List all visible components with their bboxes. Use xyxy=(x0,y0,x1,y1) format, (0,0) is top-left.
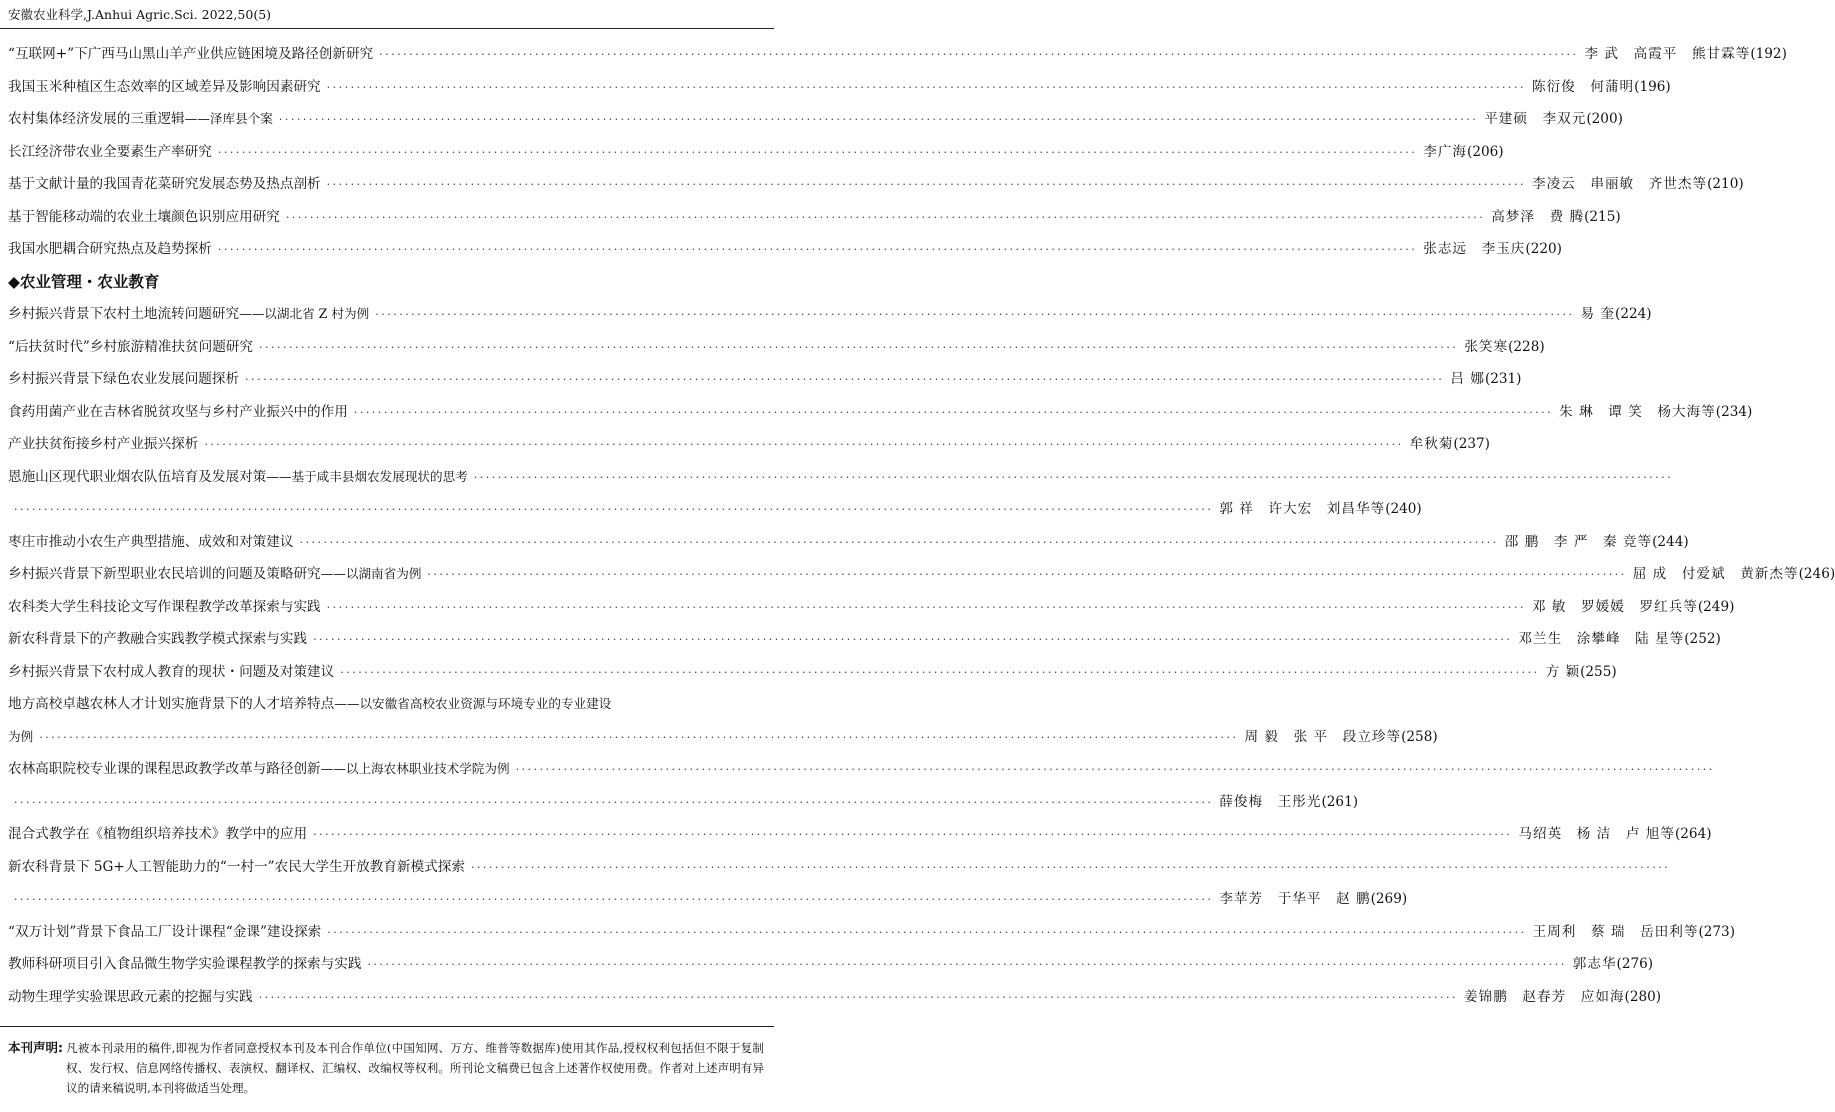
page-number: (255) xyxy=(1580,663,1617,680)
dot-leader: ········································································································································································································ xyxy=(313,828,1513,841)
article-authors: 薛俊梅 王彤光 xyxy=(1219,793,1322,810)
article-main-title: 教师科研项目引入食品微生物学实验课程教学的探索与实践 xyxy=(8,956,362,972)
article-authors: 邵 鹏 李 严 秦 竞等 xyxy=(1504,533,1653,550)
article-main-title: 我国玉米种植区生态效率的区域差异及影响因素研究 xyxy=(8,78,321,95)
toc-entry xyxy=(8,201,1621,234)
toc-entry xyxy=(8,233,1562,266)
dot-leader: ········································································································································································································ xyxy=(245,373,1445,386)
article-main-title: “双万计划”背景下食品工厂设计课程“金课”建设探索 xyxy=(8,923,322,940)
article-title xyxy=(8,948,361,981)
page-number: (258) xyxy=(1401,728,1438,745)
article-authors: 吕 娜 xyxy=(1450,371,1485,387)
toc-entry xyxy=(8,981,1662,1014)
dot-leader: ········································································································································································································ xyxy=(299,535,1499,549)
article-main-title: 基于智能移动端的农业土壤颜色识别应用研究 xyxy=(8,208,280,225)
article-authors: 郭志华 xyxy=(1572,956,1617,972)
dot-leader: ········································································································································································································ xyxy=(14,795,1214,809)
article-title xyxy=(8,363,239,396)
journal-notice xyxy=(8,1038,764,1098)
article-main-title: 混合式教学在《植物组织培养技术》教学中的应用 xyxy=(8,826,308,842)
article-title xyxy=(8,753,510,786)
article-title xyxy=(8,168,321,201)
article-title xyxy=(8,688,611,721)
toc-entry xyxy=(8,948,1654,981)
header-rule xyxy=(0,28,774,29)
article-title xyxy=(8,428,198,461)
dot-leader: ········································································································································································································ xyxy=(379,48,1579,61)
article-main-title: “互联网+”下广西马山黑山羊产业供应链困境及路径创新研究 xyxy=(8,46,374,62)
page-number: (246) xyxy=(1798,566,1835,582)
toc-entry xyxy=(8,298,1652,331)
article-authors: 李凌云 串丽敏 齐世杰等 xyxy=(1531,176,1708,192)
toc-entry xyxy=(8,103,1623,136)
article-authors: 方 颖 xyxy=(1545,663,1581,680)
article-subtitle: ——以安徽省高校农业资源与环境专业的专业建设 xyxy=(334,696,612,711)
article-main-title: 产业扶贫衔接乡村产业振兴探析 xyxy=(8,436,199,452)
dot-leader: ········································································································································································································ xyxy=(353,405,1554,419)
toc-entry xyxy=(8,168,1744,201)
article-authors: 周 毅 张 平 段立珍等 xyxy=(1244,728,1402,745)
toc-entry xyxy=(8,461,1674,526)
article-authors: 牟秋菊 xyxy=(1409,436,1454,452)
toc-entry xyxy=(8,526,1689,559)
article-main-title: 乡村振兴背景下绿色农业发展问题探析 xyxy=(8,371,240,387)
article-authors: 平建硕 李双元 xyxy=(1484,111,1587,127)
toc-entry xyxy=(8,851,1671,916)
dot-leader: ········································································································································································································ xyxy=(14,503,1214,516)
page-number: (228) xyxy=(1508,338,1545,355)
page-number: (210) xyxy=(1707,176,1744,192)
toc-entry xyxy=(8,753,1715,818)
article-main-title: 枣庄市推动小农生产典型措施、成效和对策建议 xyxy=(8,533,294,550)
dot-leader: ········································································································································································································ xyxy=(313,633,1513,646)
toc-entry xyxy=(8,623,1721,656)
dot-leader: ········································································································································································································ xyxy=(14,893,1214,906)
toc-entry xyxy=(8,558,1835,591)
dot-leader: ········································································································································································································ xyxy=(326,178,1526,191)
page-number: (244) xyxy=(1652,533,1689,550)
article-main-title: 我国水肥耦合研究热点及趋势探析 xyxy=(8,241,212,257)
article-title xyxy=(8,818,307,851)
page-number: (237) xyxy=(1453,436,1490,452)
article-authors: 陈衍俊 何蒲明 xyxy=(1531,78,1635,95)
dot-leader: ········································································································································································································ xyxy=(375,308,1575,321)
article-title xyxy=(8,981,253,1014)
page-number: (206) xyxy=(1467,143,1504,160)
article-main-title: 恩施山区现代职业烟农队伍培育及发展对策 xyxy=(8,468,267,485)
article-main-title: 食药用菌产业在吉林省脱贫攻坚与乡村产业振兴中的作用 xyxy=(8,403,348,420)
article-title xyxy=(8,38,373,71)
article-authors: 屈 成 付爱斌 黄新杰等 xyxy=(1632,566,1799,582)
article-title xyxy=(8,201,280,234)
dot-leader: ········································································································································································································ xyxy=(470,860,1671,874)
toc-entry xyxy=(8,363,1522,396)
article-subtitle-cont: 为例 xyxy=(8,728,34,744)
article-authors: 李广海 xyxy=(1423,143,1468,160)
article-title xyxy=(8,396,348,429)
dot-leader: ········································································································································································································ xyxy=(473,470,1674,484)
article-title xyxy=(8,71,321,104)
notice-label: 本刊声明: xyxy=(8,1040,63,1055)
article-main-title: 乡村振兴背景下农村土地流转问题研究 xyxy=(8,306,240,322)
journal-header: 安徽农业科学,J.Anhui Agric.Sci. 2022,50(5) xyxy=(8,7,272,22)
section-heading: ◆农业管理・农业教育 xyxy=(8,272,160,291)
page-number: (261) xyxy=(1321,793,1359,810)
article-title xyxy=(8,623,307,656)
page-number: (200) xyxy=(1586,111,1623,127)
dot-leader: ········································································································································································································ xyxy=(217,145,1418,159)
page-number: (249) xyxy=(1697,598,1735,615)
article-main-title: 长江经济带农业全要素生产率研究 xyxy=(8,143,212,160)
article-authors: 郭 祥 许大宏 刘昌华等 xyxy=(1219,501,1386,517)
toc-entry xyxy=(8,818,1712,851)
article-title xyxy=(8,136,212,169)
page-number: (196) xyxy=(1634,78,1671,95)
article-title xyxy=(8,461,468,494)
toc-entry xyxy=(8,916,1736,949)
dot-leader: ········································································································································································································ xyxy=(258,990,1459,1004)
page-number: (269) xyxy=(1370,891,1408,907)
page-number: (252) xyxy=(1684,631,1721,647)
article-title xyxy=(8,558,421,591)
article-authors: 张笑寒 xyxy=(1464,338,1509,355)
article-title xyxy=(8,656,334,689)
toc-entry xyxy=(8,591,1735,624)
page-number: (224) xyxy=(1615,306,1652,322)
article-authors: 张志远 李玉庆 xyxy=(1423,241,1526,257)
article-title xyxy=(8,298,369,331)
article-subtitle: ——以湖南省为例 xyxy=(320,566,422,581)
article-title xyxy=(8,331,253,364)
page-number: (280) xyxy=(1624,988,1662,1005)
page-number: (215) xyxy=(1584,208,1621,225)
article-main-title: 地方高校卓越农林人才计划实施背景下的人才培养特点 xyxy=(8,696,335,712)
article-main-title: 新农科背景下的产教融合实践教学模式探索与实践 xyxy=(8,631,308,647)
page-number: (231) xyxy=(1484,371,1522,387)
article-authors: 李 武 高霞平 熊甘霖等 xyxy=(1584,46,1751,62)
article-title xyxy=(8,103,273,136)
article-authors: 马绍英 杨 洁 卢 旭等 xyxy=(1518,826,1675,842)
dot-leader: ········································································································································································································ xyxy=(326,600,1526,614)
dot-leader: ········································································································································································································ xyxy=(259,340,1459,354)
article-main-title: 乡村振兴背景下农村成人教育的现状・问题及对策建议 xyxy=(8,663,335,680)
article-subtitle: ——以湖北省 Z 村为例 xyxy=(239,306,370,321)
article-subtitle: ——以上海农林职业技术学院为例 xyxy=(320,761,510,776)
article-authors: 李苹芳 于华平 赵 鹏 xyxy=(1219,891,1371,907)
dot-leader: ········································································································································································································ xyxy=(367,958,1567,971)
article-main-title: 农村集体经济发展的三重逻辑 xyxy=(8,111,185,127)
article-main-title: 基于文献计量的我国青花菜研究发展态势及热点剖析 xyxy=(8,176,321,192)
dot-leader: ········································································································································································································ xyxy=(39,730,1239,744)
dot-leader: ········································································································································································································ xyxy=(340,665,1540,679)
dot-leader: ········································································································································································································ xyxy=(427,568,1627,581)
toc-entry xyxy=(8,428,1490,461)
article-main-title: 农科类大学生科技论文写作课程教学改革探索与实践 xyxy=(8,598,321,615)
toc-entry xyxy=(8,136,1504,169)
article-main-title: 乡村振兴背景下新型职业农民培训的问题及策略研究 xyxy=(8,566,321,582)
toc-entry xyxy=(8,38,1787,71)
article-authors: 王周利 蔡 瑞 岳田利等 xyxy=(1532,923,1699,940)
notice-text: 凡被本刊录用的稿件,即视为作者同意授权本刊及本刊合作单位(中国知网、万方、维普等数据库)使用其作品,授权权利包括但不限于复制权、发行权、信息网络传播权、表演权、翻译权、汇编权、改编权等权利。所刊论文稿费已包含上述著作权使用费。作者对上述声明有异议的请来稿说明,本刊将做适当处理。 xyxy=(66,1041,764,1095)
toc-entry xyxy=(8,688,1438,753)
article-authors: 朱 琳 谭 笑 杨大海等 xyxy=(1559,403,1716,420)
toc-entry xyxy=(8,71,1671,104)
dot-leader: ········································································································································································································ xyxy=(326,80,1526,94)
article-subtitle: ——泽库县个案 xyxy=(184,111,273,126)
toc-entry xyxy=(8,396,1753,429)
page-number: (220) xyxy=(1525,241,1562,257)
article-main-title: 新农科背景下 5G+人工智能助力的“一村一”农民大学生开放教育新模式探索 xyxy=(8,858,465,875)
dot-leader: ········································································································································································································ xyxy=(285,210,1486,224)
dot-leader: ········································································································································································································ xyxy=(278,113,1479,126)
dot-leader: ········································································································································································································ xyxy=(217,243,1418,256)
page-number: (192) xyxy=(1750,46,1787,62)
dot-leader: ········································································································································································································ xyxy=(204,438,1404,451)
article-main-title: 农林高职院校专业课的课程思政教学改革与路径创新 xyxy=(8,761,321,777)
article-main-title: “后扶贫时代”乡村旅游精准扶贫问题研究 xyxy=(8,338,253,355)
table-of-contents xyxy=(8,38,1835,1013)
article-subtitle: ——基于咸丰县烟农发展现状的思考 xyxy=(266,468,468,484)
footer-rule xyxy=(0,1026,774,1027)
article-authors: 易 奎 xyxy=(1580,306,1616,322)
dot-leader: ········································································································································································································ xyxy=(327,925,1527,939)
page-number: (264) xyxy=(1674,826,1712,842)
article-authors: 邓兰生 涂攀峰 陆 星等 xyxy=(1518,631,1685,647)
toc-entry xyxy=(8,331,1545,364)
page-number: (276) xyxy=(1616,956,1654,972)
article-authors: 姜锦鹏 赵春芳 应如海 xyxy=(1464,988,1625,1005)
page-number: (273) xyxy=(1698,923,1736,940)
article-authors: 高梦泽 费 腾 xyxy=(1491,208,1585,225)
article-title xyxy=(8,851,465,884)
article-main-title: 动物生理学实验课思政元素的挖掘与实践 xyxy=(8,988,253,1005)
article-title xyxy=(8,591,321,624)
page-number: (234) xyxy=(1715,403,1753,420)
dot-leader: ········································································································································································································ xyxy=(515,763,1715,776)
article-title xyxy=(8,233,212,266)
article-title xyxy=(8,916,321,949)
page-number: (240) xyxy=(1385,501,1422,517)
article-title xyxy=(8,526,293,559)
article-authors: 邓 敏 罗媛媛 罗红兵等 xyxy=(1531,598,1698,615)
toc-entry xyxy=(8,656,1617,689)
